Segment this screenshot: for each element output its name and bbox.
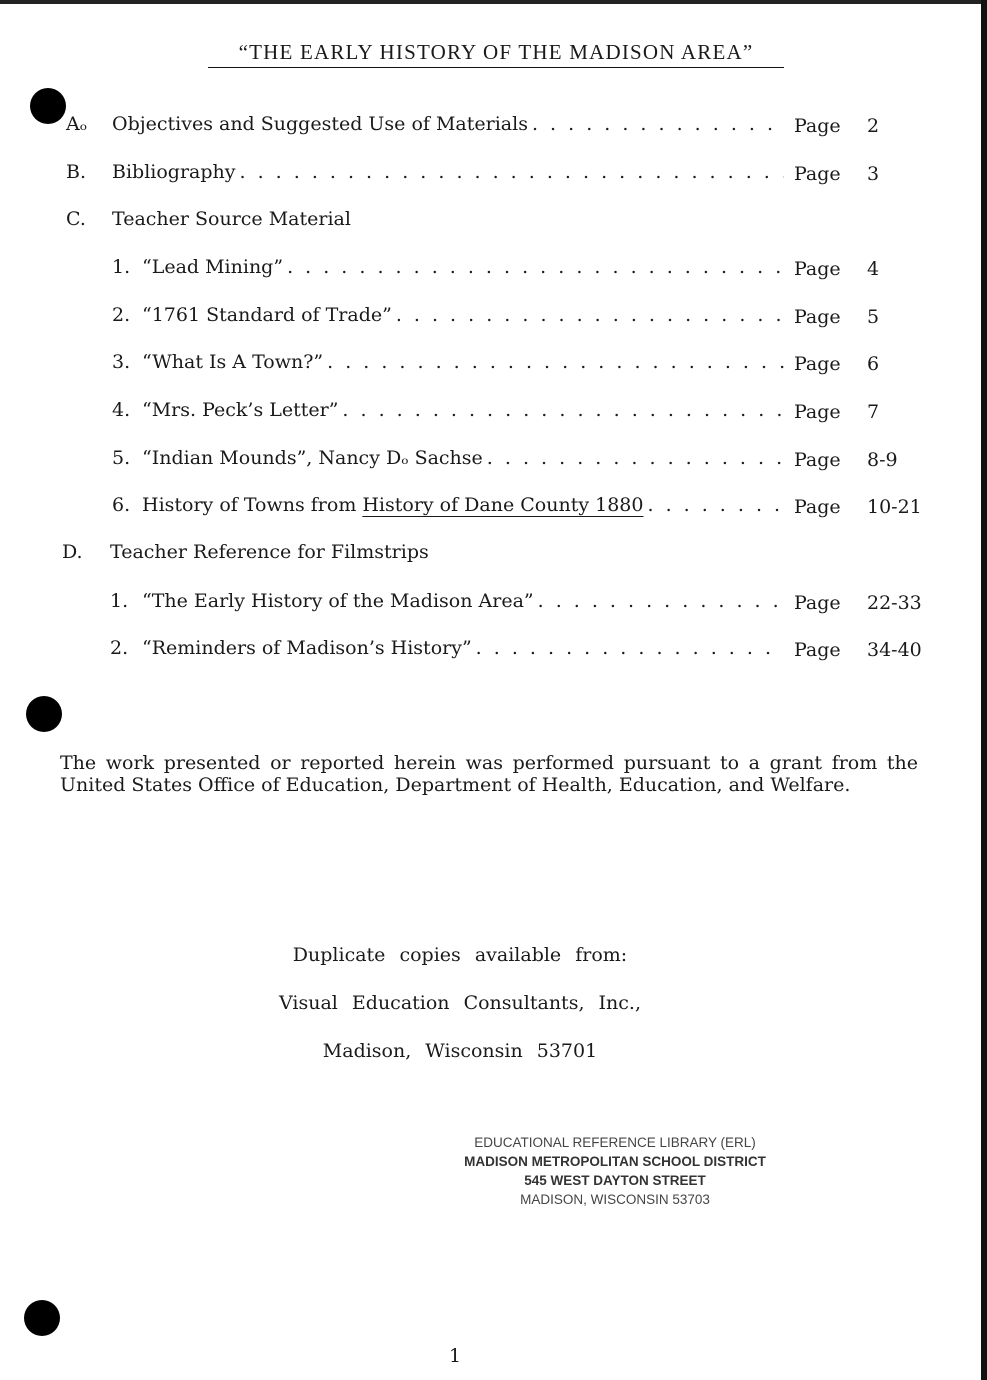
page-number-c5: 8-9 (867, 449, 898, 471)
toc-subentry-c1 (112, 256, 788, 278)
page-number-c4: 7 (867, 401, 880, 423)
page-number-c1: 4 (867, 258, 880, 280)
punch-hole-top (30, 88, 66, 124)
availability-line-3: Madison, Wisconsin 53701 (322, 1040, 598, 1062)
dot-leader (532, 113, 784, 135)
grant-statement: The work presented or reported herein was performed pursuant to a grant from the United States Office of Education, Department of Health, Education, and Welfare. (60, 752, 918, 796)
toc-number: 3. (112, 351, 131, 373)
toc-label: Teacher Reference for Filmstrips (110, 541, 429, 563)
toc-label: “1761 Standard of Trade” (142, 304, 392, 326)
toc-letter: D. (62, 541, 83, 563)
dot-leader (396, 304, 784, 326)
toc-label: “Mrs. Peck’s Letter” (142, 399, 339, 421)
page-word: Page (794, 496, 841, 518)
page-number-c6: 10-21 (867, 496, 922, 518)
toc-letter: B. (66, 161, 87, 183)
dot-leader (647, 494, 784, 516)
toc-letter: Aₒ (66, 113, 88, 135)
toc-label: Objectives and Suggested Use of Materials (112, 113, 528, 135)
toc-subentry-c2 (112, 304, 788, 326)
stamp-line: 545 WEST DAYTON STREET (524, 1173, 706, 1188)
scan-edge-right (981, 0, 987, 1380)
availability-line-2: Visual Education Consultants, Inc., (279, 992, 641, 1014)
toc-number: 6. (112, 494, 131, 516)
dot-leader (327, 351, 784, 373)
toc-label: Teacher Source Material (112, 208, 351, 230)
toc-label-book-title: History of Dane County 1880 (362, 494, 644, 516)
page-number-c3: 6 (867, 353, 880, 375)
page-number: 1 (449, 1345, 462, 1367)
toc-letter: C. (66, 208, 86, 230)
toc-label: “Indian Mounds”, Nancy Dₒ Sachse (142, 447, 483, 469)
page-word: Page (794, 306, 841, 328)
toc-label: History of Towns from (142, 494, 357, 516)
page-word: Page (794, 639, 841, 661)
toc-subentry-d2 (110, 637, 788, 659)
page-number-b: 3 (867, 163, 880, 185)
punch-hole-bottom (24, 1300, 60, 1336)
dot-leader (240, 161, 785, 183)
toc-label: “Lead Mining” (142, 256, 284, 278)
availability-line-1: Duplicate copies available from: (292, 944, 628, 966)
toc-label: Bibliography (112, 161, 236, 183)
toc-entry-a (66, 113, 788, 135)
page-word: Page (794, 115, 841, 137)
dot-leader (287, 256, 784, 278)
page-word: Page (794, 353, 841, 375)
stamp-line: MADISON, WISCONSIN 53703 (520, 1192, 710, 1207)
toc-number: 1. (112, 256, 131, 278)
page-word: Page (794, 592, 841, 614)
toc-number: 4. (112, 399, 131, 421)
toc-label: “The Early History of the Madison Area” (142, 590, 534, 612)
page-word: Page (794, 163, 841, 185)
toc-number: 1. (110, 590, 129, 612)
toc-entry-c (66, 208, 351, 230)
toc-subentry-c6 (112, 494, 788, 516)
toc-subentry-c4 (112, 399, 788, 421)
toc-entry-b (66, 161, 788, 183)
page-number-d2: 34-40 (867, 639, 922, 661)
library-stamp (440, 1133, 790, 1209)
toc-label: “Reminders of Madison’s History” (142, 637, 472, 659)
dot-leader (476, 637, 784, 659)
stamp-line: EDUCATIONAL REFERENCE LIBRARY (ERL) (474, 1135, 756, 1150)
page-number-a: 2 (867, 115, 880, 137)
toc-subentry-c3 (112, 351, 788, 373)
page-number-c2: 5 (867, 306, 880, 328)
scan-edge-top (0, 0, 987, 4)
stamp-line: MADISON METROPOLITAN SCHOOL DISTRICT (464, 1154, 766, 1169)
toc-subentry-c5 (112, 447, 788, 469)
dot-leader (487, 447, 784, 469)
page-word: Page (794, 258, 841, 280)
toc-entry-d (62, 541, 429, 563)
toc-number: 2. (110, 637, 129, 659)
page-number-d1: 22-33 (867, 592, 922, 614)
toc-number: 5. (112, 447, 131, 469)
punch-hole-middle (26, 696, 62, 732)
page-word: Page (794, 449, 841, 471)
toc-subentry-d1 (110, 590, 788, 612)
document-title: “THE EARLY HISTORY OF THE MADISON AREA” (208, 40, 784, 68)
dot-leader (538, 590, 784, 612)
toc-number: 2. (112, 304, 131, 326)
dot-leader (342, 399, 784, 421)
page-word: Page (794, 401, 841, 423)
toc-label: “What Is A Town?” (142, 351, 324, 373)
